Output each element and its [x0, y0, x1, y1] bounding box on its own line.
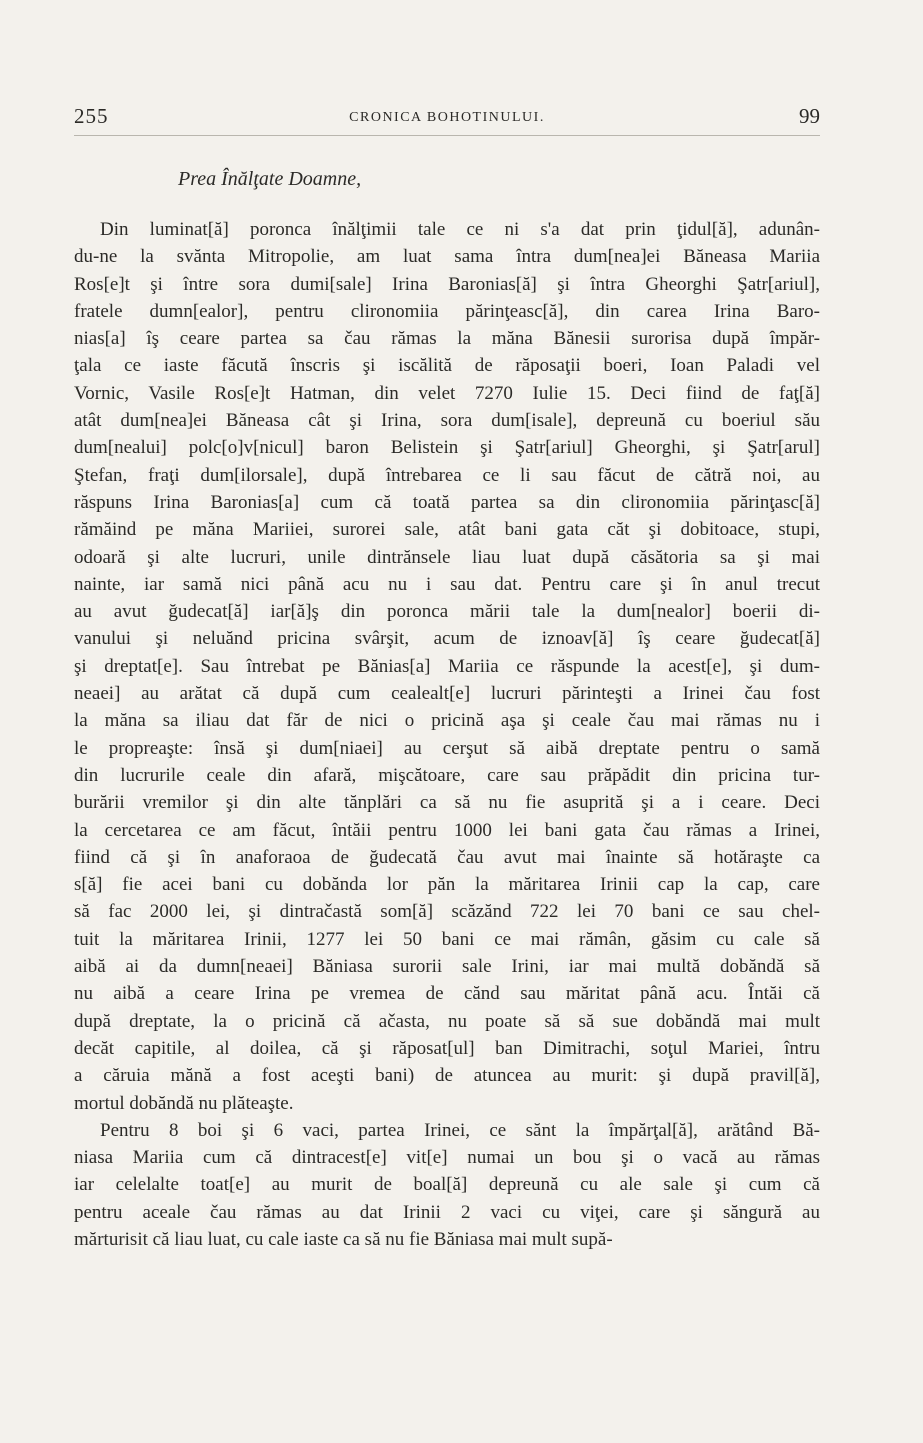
text-line: după dreptate, la o pricină că ačasta, nu poate să să sue dobăndă mai mult [74, 1010, 820, 1032]
text-line: Ştefan, fraţi dum[ilorsale], după întrebarea ce li sau făcut de cătră noi, au [74, 464, 820, 486]
text-line: Din luminat[ă] poronca înălţimii tale ce ni s'a dat prin ţidul[ă], adunân- [100, 219, 820, 240]
text-line: a căruia mănă a fost aceşti bani) de atuncea au murit: şi după pravil[ă], [74, 1065, 820, 1087]
text-line: s[ă] fie acei bani cu dobănda lor păn la măritarea Irinii cap la cap, care [74, 874, 820, 896]
text-line: atât dum[nea]ei Băneasa cât şi Irina, sora dum[isale], depreună cu boeriul său [74, 410, 820, 432]
text-line: fiind că şi în anaforaoa de ğudecată čau avut mai înainte să hotăraşte ca [74, 846, 820, 868]
text-line: burării vremilor şi din alte tănplări ca să nu fie asuprită şi a i ceare. Deci [74, 792, 820, 814]
text-line: rămăind pe măna Mariiei, surorei sale, atât bani gata căt şi dobitoace, stupi, [74, 519, 820, 541]
text-line: mărturisit că liau luat, cu cale iaste ca să nu fie Băniasa mai mult supă- [74, 1228, 613, 1250]
text-line: la măna sa iliau dat făr de nici o pricină aşa şi ceale čau mai rămas nu i [74, 710, 820, 732]
text-line: dum[nealui] polc[o]v[nicul] baron Belistein şi Şatr[ariul] Gheorghi, şi Şatr[arul] [74, 437, 820, 459]
text-line: ţala ce iaste făcută înscris şi iscălită de răposaţii boeri, Ioan Paladi vel [74, 355, 820, 377]
document-body [74, 216, 820, 1253]
text-line: nu aibă a ceare Irina pe vremea de cănd sau măritat până acu. Întăi că [74, 983, 820, 1005]
header-rule [74, 135, 820, 136]
text-line: neaei] au arătat că după cum cealealt[e] lucruri părinteşti a Irinei čau fost [74, 683, 820, 705]
text-line: fratele dumn[ealor], pentru clironomiia părinţeasc[ă], din carea Irina Baro- [74, 300, 820, 322]
salutation: Prea Înălţate Doamne, [178, 168, 362, 190]
text-line: vanului şi neluănd pricina svârşit, acum de iznoav[ă] îş ceare ğudecat[ă] [74, 628, 820, 650]
text-line: Vornic, Vasile Ros[e]t Hatman, din velet 7270 Iulie 15. Deci fiind de faţ[ă] [74, 382, 820, 404]
text-line: pentru aceale čau rămas au dat Irinii 2 vaci cu viţei, care şi săngură au [74, 1201, 820, 1223]
text-line: niasa Mariia cum că dintracest[e] vit[e] numai un bou şi o vacă au rămas [74, 1147, 820, 1169]
text-line: Pentru 8 boi şi 6 vaci, partea Irinei, ce sănt la împărţal[ă], arătând Bă- [100, 1119, 820, 1141]
text-line: aibă ai da dumn[neaei] Băniasa surorii sale Irini, iar mai multă dobăndă să [74, 956, 820, 978]
running-head [74, 104, 820, 134]
text-line: nias[a] îş ceare partea sa čau rămas la măna Bănesii surorisa după împăr- [74, 328, 820, 350]
text-line: le propreaşte: însă şi dum[niaei] au cerşut să aibă dreptate pentru o samă [74, 737, 820, 759]
section-number: 255 [74, 104, 109, 128]
text-line: mortul dobăndă nu plăteaşte. [74, 1092, 294, 1114]
text-line: decăt capitile, al doilea, că şi răposat[ul] ban Dimitrachi, soţul Mariei, întru [74, 1037, 820, 1059]
running-title: CRONICA BOHOTINULUI. [349, 110, 545, 125]
text-line: răspuns Irina Baronias[a] cum că toată partea sa din clironomiia părinţasc[ă] [74, 491, 820, 513]
page-number: 99 [799, 104, 820, 128]
text-line: iar celelalte toat[e] au murit de boal[ă] depreună cu ale sale şi cum că [74, 1174, 820, 1196]
text-line: la cercetarea ce am făcut, întăii pentru 1000 lei bani gata čau rămas a Irinei, [74, 819, 820, 841]
text-line: tuit la măritarea Irinii, 1277 lei 50 bani ce mai rămân, găsim cu cale să [74, 928, 820, 950]
text-line: şi dreptat[e]. Sau întrebat pe Bănias[a] Mariia ce răspunde la acest[e], şi dum- [74, 655, 820, 677]
text-line: odoară şi alte lucruri, unile dintrănsele liau luat după căsătoria sa şi mai [74, 546, 820, 568]
text-line: du-ne la svănta Mitropolie, am luat sama întra dum[nea]ei Băneasa Mariia [74, 246, 820, 268]
text-line: să fac 2000 lei, şi dintračastă som[ă] scăzănd 722 lei 70 bani ce sau chel- [74, 901, 820, 923]
text-line: au avut ğudecat[ă] iar[ă]ş din poronca mării tale la dum[nealor] boerii di- [74, 601, 820, 623]
text-line: din lucrurile ceale din afară, mişcătoare, care sau prăpădit din pricina tur- [74, 764, 820, 786]
text-line: Ros[e]t şi între sora dumi[sale] Irina Baronias[ă] şi întra Gheorghi Şatr[ariul], [74, 273, 820, 295]
text-line: nainte, iar samă nici până acu nu i sau dat. Pentru care şi în anul trecut [74, 573, 820, 595]
